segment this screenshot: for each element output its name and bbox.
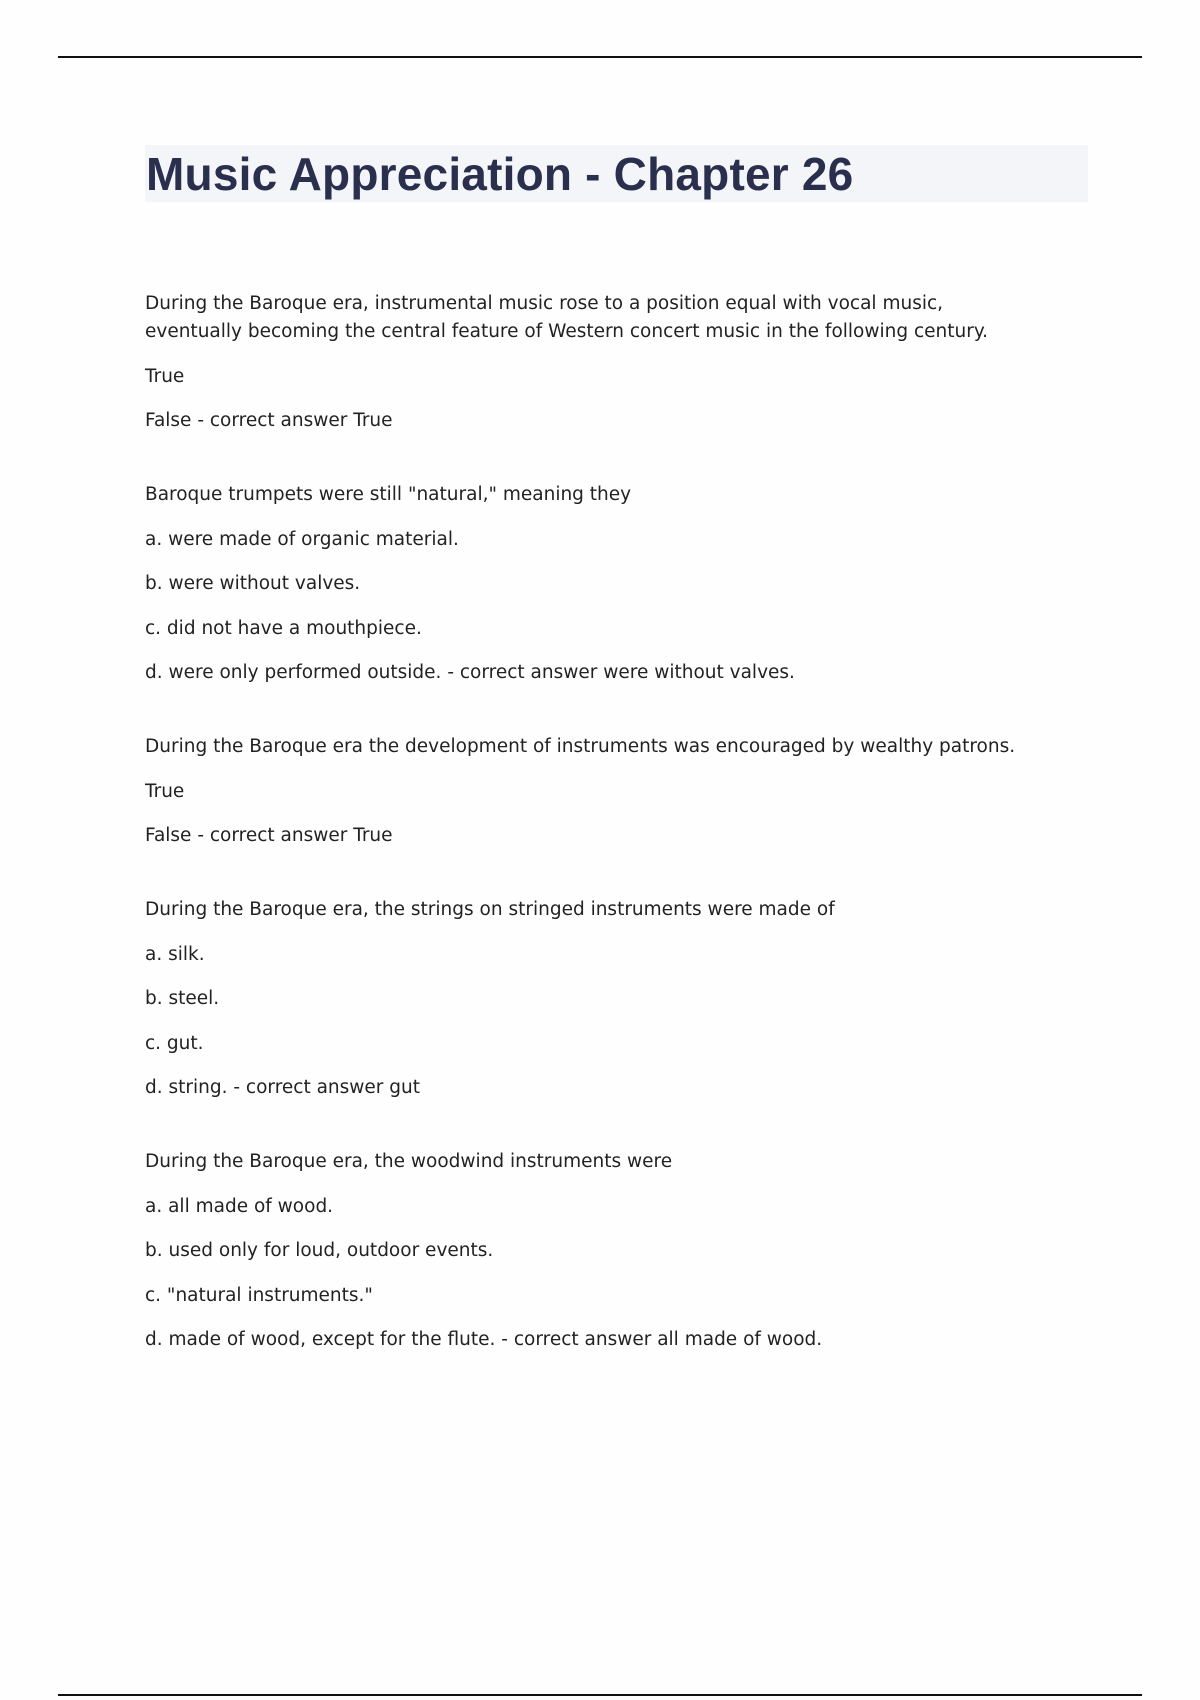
top-rule xyxy=(58,56,1142,58)
answer-option: False - correct answer True xyxy=(145,410,393,431)
answer-option: True xyxy=(145,365,185,387)
answer-option: a. were made of organic material. xyxy=(145,528,459,550)
answer-option: d. string. - correct answer gut xyxy=(145,1077,421,1098)
answer-option: a. silk. xyxy=(145,943,205,965)
page-title: Music Appreciation - Chapter 26 xyxy=(146,148,854,200)
answer-option: True xyxy=(145,780,185,802)
answer-option: c. did not have a mouthpiece. xyxy=(145,617,422,639)
question-prompt: Baroque trumpets were still "natural," meaning they xyxy=(145,484,632,505)
question-block xyxy=(145,733,1045,850)
question-block xyxy=(145,481,1045,687)
question-prompt: During the Baroque era, the woodwind instruments were xyxy=(145,1151,673,1172)
question-block xyxy=(145,290,1045,435)
question-prompt: During the Baroque era, the strings on stringed instruments were made of xyxy=(145,899,835,920)
answer-option: a. all made of wood. xyxy=(145,1195,334,1217)
answer-option: b. used only for loud, outdoor events. xyxy=(145,1240,494,1261)
answer-option: d. made of wood, except for the flute. - correct answer all made of wood. xyxy=(145,1329,823,1350)
question-prompt: During the Baroque era, instrumental music rose to a position equal with vocal music, eventually becoming the central feature of Western concert music in the following century. xyxy=(145,293,989,342)
answer-option: c. "natural instruments." xyxy=(145,1284,373,1306)
question-block xyxy=(145,896,1045,1102)
bottom-rule xyxy=(58,1694,1142,1696)
answer-option: False - correct answer True xyxy=(145,825,393,846)
question-block xyxy=(145,1148,1045,1354)
answer-option: d. were only performed outside. - correct answer were without valves. xyxy=(145,662,795,683)
answer-option: b. steel. xyxy=(145,988,220,1009)
question-prompt: During the Baroque era the development of instruments was encouraged by wealthy patrons. xyxy=(145,736,1016,757)
answer-option: b. were without valves. xyxy=(145,573,361,594)
question-list xyxy=(145,290,1045,1400)
answer-option: c. gut. xyxy=(145,1032,204,1054)
